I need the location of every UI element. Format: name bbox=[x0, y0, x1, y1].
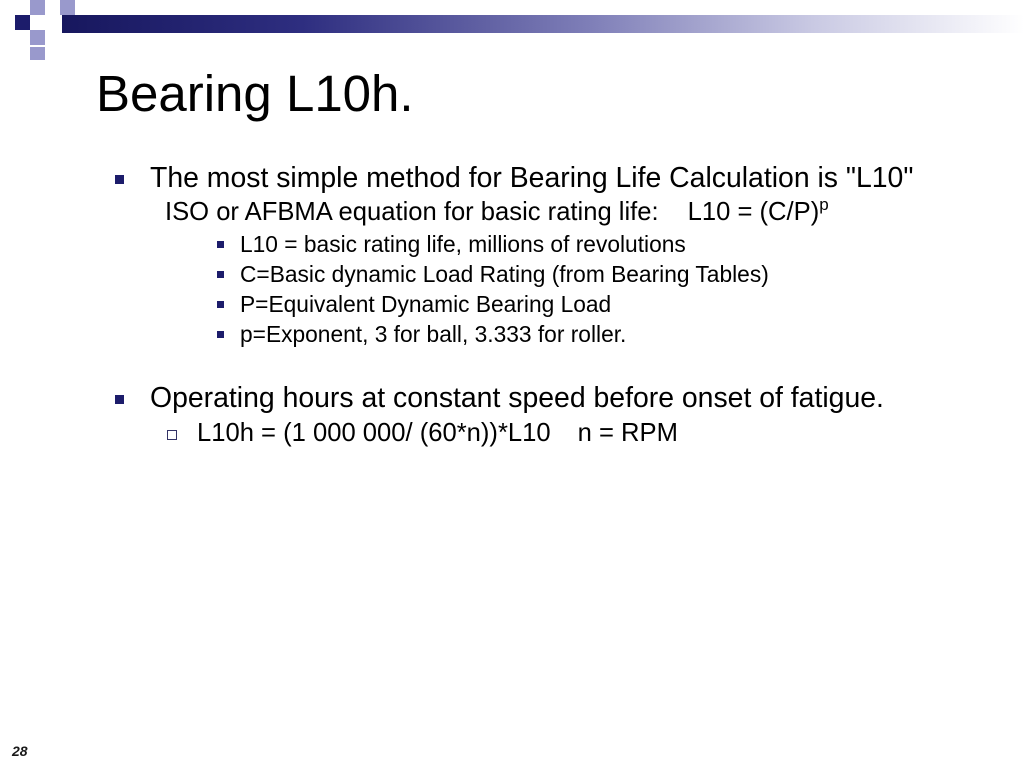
corner-square bbox=[15, 15, 30, 30]
square-bullet-icon bbox=[115, 175, 124, 184]
slide-title: Bearing L10h. bbox=[96, 65, 414, 122]
corner-square bbox=[30, 47, 45, 60]
corner-square bbox=[60, 0, 75, 15]
hollow-square-bullet-icon bbox=[167, 430, 177, 440]
formula-exponent: p bbox=[819, 195, 829, 214]
l10h-formula: L10h = (1 000 000/ (60*n))*L10 bbox=[197, 419, 551, 447]
equation-subheading bbox=[165, 195, 829, 228]
page-number: 28 bbox=[12, 743, 28, 759]
life-formula: L10 = (C/P) bbox=[687, 198, 820, 226]
list-item: p=Exponent, 3 for ball, 3.333 for roller. bbox=[240, 321, 627, 347]
small-square-bullet-icon bbox=[217, 241, 224, 248]
corner-square bbox=[30, 30, 45, 45]
list-item: C=Basic dynamic Load Rating (from Bearing Tables) bbox=[240, 261, 769, 287]
l10h-formula-line bbox=[197, 421, 678, 447]
subheading-text: ISO or AFBMA equation for basic rating life: bbox=[165, 198, 659, 226]
square-bullet-icon bbox=[115, 395, 124, 404]
header-gradient-bar bbox=[62, 15, 1024, 33]
corner-square bbox=[30, 0, 45, 15]
small-square-bullet-icon bbox=[217, 301, 224, 308]
bullet-text: The most simple method for Bearing Life Calculation is "L10" bbox=[150, 162, 914, 194]
rpm-note: n = RPM bbox=[577, 419, 678, 447]
small-square-bullet-icon bbox=[217, 271, 224, 278]
small-square-bullet-icon bbox=[217, 331, 224, 338]
bullet-text: Operating hours at constant speed before onset of fatigue. bbox=[150, 382, 884, 414]
list-item: L10 = basic rating life, millions of revolutions bbox=[240, 231, 686, 257]
list-item: P=Equivalent Dynamic Bearing Load bbox=[240, 291, 612, 317]
